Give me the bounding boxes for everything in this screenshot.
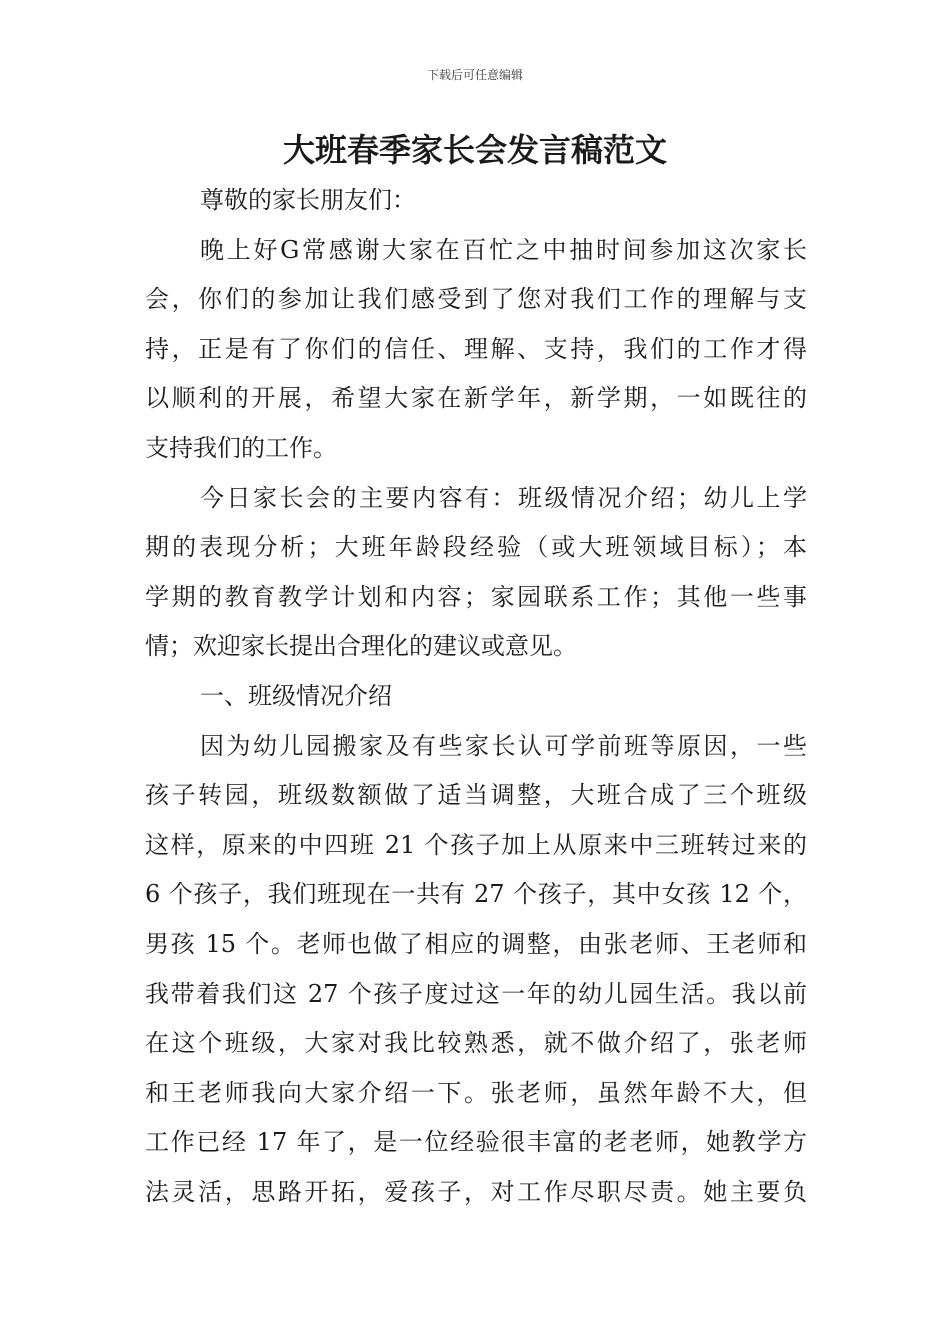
section-heading-line: 一、班级情况介绍 <box>200 681 392 710</box>
text-line: 晚上好G常感谢大家在百忙之中抽时间参加这次家长 <box>200 235 807 264</box>
text-line: 学期的教育教学计划和内容；家园联系工作；其他一些事 <box>145 582 807 611</box>
text-line: 因为幼儿园搬家及有些家长认可学前班等原因，一些 <box>200 731 807 760</box>
text-line: 会，你们的参加让我们感受到了您对我们工作的理解与支 <box>145 285 807 314</box>
text-line: 支持我们的工作。 <box>145 433 337 462</box>
document-body <box>145 176 807 1217</box>
text-line: 期的表现分析；大班年龄段经验（或大班领域目标）；本 <box>145 533 807 562</box>
text-line: 法灵活，思路开拓，爱孩子，对工作尽职尽责。她主要负 <box>145 1177 807 1206</box>
section-heading <box>145 672 807 722</box>
header-note: 下载后可任意编辑 <box>426 68 523 82</box>
text-line: 这样，原来的中四班 21 个孩子加上从原来中三班转过来的 <box>145 830 807 859</box>
text-line: 今日家长会的主要内容有：班级情况介绍；幼儿上学 <box>200 483 807 512</box>
text-line: 男孩 15 个。老师也做了相应的调整，由张老师、王老师和 <box>145 929 807 958</box>
paragraph-3 <box>145 722 807 1218</box>
text-line: 以顺利的开展，希望大家在新学年，新学期，一如既往的 <box>145 384 807 413</box>
document-title: 大班春季家长会发言稿范文 <box>282 131 667 169</box>
text-line: 在这个班级，大家对我比较熟悉，就不做介绍了，张老师 <box>145 1029 807 1058</box>
text-line: 6 个孩子，我们班现在一共有 27 个孩子，其中女孩 12 个， <box>145 880 807 909</box>
greeting <box>145 176 807 226</box>
text-line: 持，正是有了你们的信任、理解、支持，我们的工作才得 <box>145 334 807 363</box>
text-line: 情；欢迎家长提出合理化的建议或意见。 <box>145 632 577 661</box>
greeting-line: 尊敬的家长朋友们： <box>200 186 416 214</box>
text-line: 孩子转园，班级数额做了适当调整，大班合成了三个班级 <box>145 781 807 810</box>
text-line: 和王老师我向大家介绍一下。张老师，虽然年龄不大，但 <box>145 1078 807 1107</box>
paragraph-2 <box>145 474 807 672</box>
paragraph-1 <box>145 226 807 474</box>
text-line: 工作已经 17 年了，是一位经验很丰富的老老师，她教学方 <box>145 1128 807 1157</box>
text-line: 我带着我们这 27 个孩子度过这一年的幼儿园生活。我以前 <box>145 979 807 1008</box>
